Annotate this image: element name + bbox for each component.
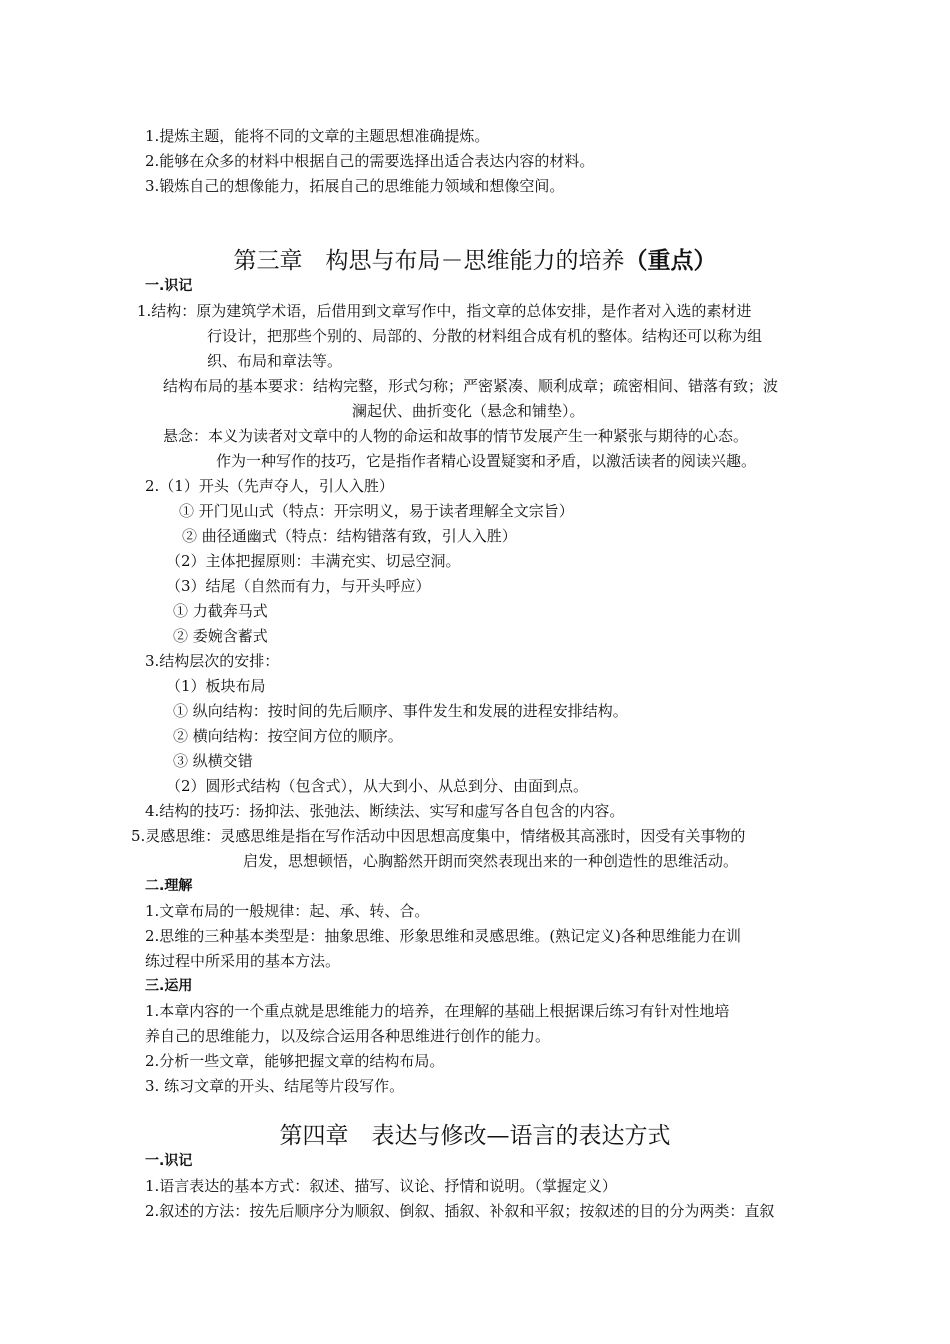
paragraph-line: 行设计，把那些个别的、局部的、分散的材料组合成有机的整体。结构还可以称为组 bbox=[207, 327, 763, 345]
chapter-3-title-emphasis: （重点） bbox=[624, 247, 717, 274]
paragraph-line: 2.思维的三种基本类型是：抽象思维、形象思维和灵感思维。(熟记定义)各种思维能力在训 bbox=[145, 927, 742, 945]
chapter-3-title: 第三章 构思与布局－思维能力的培养（重点） bbox=[233, 247, 717, 274]
paragraph-line: 1.结构：原为建筑学术语，后借用到文章写作中，指文章的总体安排，是作者对入选的素材进 bbox=[137, 302, 752, 320]
paragraph-line: 练过程中所采用的基本方法。 bbox=[145, 952, 341, 970]
list-item: ② 委婉含蓄式 bbox=[173, 627, 268, 645]
list-item: （2）圆形式结构（包含式），从大到小、从总到分、由面到点。 bbox=[166, 777, 589, 795]
list-item: ① 纵向结构：按时间的先后顺序、事件发生和发展的进程安排结构。 bbox=[173, 702, 628, 720]
paragraph-line: 结构布局的基本要求：结构完整，形式匀称；严密紧凑、顺利成章；疏密相间、错落有致；波 bbox=[163, 377, 779, 395]
section-heading: 一.识记 bbox=[145, 1153, 193, 1169]
section-heading: 三.运用 bbox=[145, 978, 193, 994]
list-item: 3.结构层次的安排： bbox=[145, 652, 280, 670]
list-item: 1.语言表达的基本方式：叙述、描写、议论、抒情和说明。（掌握定义） bbox=[145, 1177, 617, 1195]
list-item: （3）结尾（自然而有力，与开头呼应） bbox=[166, 577, 431, 595]
paragraph-line: 启发，思想顿悟，心胸豁然开朗而突然表现出来的一种创造性的思维活动。 bbox=[243, 852, 739, 870]
list-item: 3. 练习文章的开头、结尾等片段写作。 bbox=[145, 1077, 405, 1095]
list-item: ② 横向结构：按空间方位的顺序。 bbox=[173, 727, 403, 745]
list-item: 2.能够在众多的材料中根据自己的需要选择出适合表达内容的材料。 bbox=[145, 152, 595, 170]
list-item: 2.分析一些文章，能够把握文章的结构布局。 bbox=[145, 1052, 445, 1070]
list-item: 3.锻炼自己的想像能力，拓展自己的思维能力领域和想像空间。 bbox=[145, 177, 565, 195]
paragraph-line: 作为一种写作的技巧，它是指作者精心设置疑窦和矛盾，以激活读者的阅读兴趣。 bbox=[216, 452, 757, 470]
list-item: （1）板块布局 bbox=[166, 677, 266, 695]
paragraph-line: 5.灵感思维：灵感思维是指在写作活动中因思想高度集中，情绪极其高涨时，因受有关事物的 bbox=[131, 827, 746, 845]
list-item: ① 力截奔马式 bbox=[173, 602, 268, 620]
section-heading: 一.识记 bbox=[145, 278, 193, 294]
paragraph-line: 澜起伏、曲折变化（悬念和铺垫）。 bbox=[352, 402, 585, 420]
paragraph-line: 织、布局和章法等。 bbox=[207, 352, 343, 370]
list-item: ① 开门见山式（特点：开宗明义，易于读者理解全文宗旨） bbox=[179, 502, 574, 520]
list-item: 1.文章布局的一般规律：起、承、转、合。 bbox=[145, 902, 430, 920]
list-item: 2.（1）开头（先声夺人，引人入胜） bbox=[145, 477, 394, 495]
list-item: 1.提炼主题，能将不同的文章的主题思想准确提炼。 bbox=[145, 127, 490, 145]
list-item: ③ 纵横交错 bbox=[173, 752, 253, 770]
paragraph-line: 养自己的思维能力，以及综合运用各种思维进行创作的能力。 bbox=[145, 1027, 551, 1045]
paragraph-line: 悬念：本义为读者对文章中的人物的命运和故事的情节发展产生一种紧张与期待的心态。 bbox=[163, 427, 749, 445]
chapter-4-title: 第四章 表达与修改—语言的表达方式 bbox=[279, 1123, 671, 1149]
paragraph-line: 1.本章内容的一个重点就是思维能力的培养，在理解的基础上根据课后练习有针对性地培 bbox=[145, 1002, 730, 1020]
list-item: ② 曲径通幽式（特点：结构错落有致，引人入胜） bbox=[182, 527, 517, 545]
paragraph-line: 2.叙述的方法：按先后顺序分为顺叙、倒叙、插叙、补叙和平叙；按叙述的目的分为两类：直叙 bbox=[145, 1202, 775, 1220]
list-item: 4.结构的技巧：扬抑法、张弛法、断续法、实写和虚写各自包含的内容。 bbox=[145, 802, 625, 820]
section-heading: 二.理解 bbox=[145, 878, 193, 894]
list-item: （2）主体把握原则：丰满充实、切忌空洞。 bbox=[166, 552, 461, 570]
